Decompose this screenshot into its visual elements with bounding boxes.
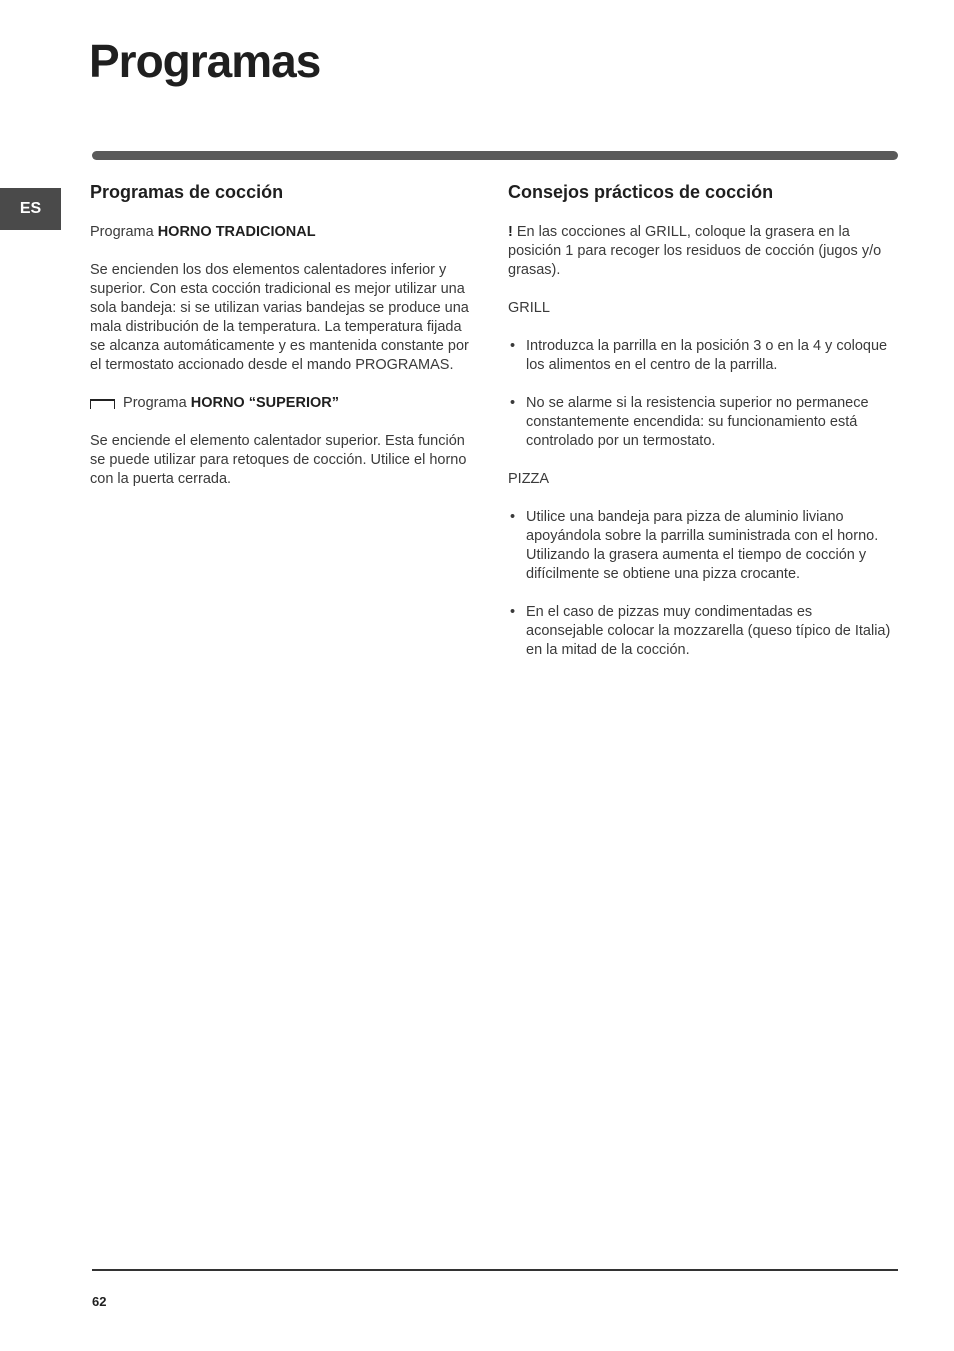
left-column	[90, 180, 475, 508]
right-column	[508, 180, 893, 679]
warning-note	[508, 223, 893, 280]
program-name: HORNO TRADICIONAL	[157, 224, 316, 240]
program-label: Programa	[90, 224, 154, 240]
page-number: 62	[92, 1294, 107, 1309]
section-heading-programs: Programas de cocción	[90, 182, 284, 202]
grill-tips-list	[508, 337, 893, 375]
pizza-tips-list	[508, 603, 893, 660]
warning-mark: !	[508, 224, 513, 240]
list-item: • No se alarme si la resistencia superior no permanece constantemente encendida: su funcionamiento está controlado por un termostato.	[508, 394, 893, 451]
list-item-text: Utilice una bandeja para pizza de aluminio liviano apoyándola sobre la parrilla suministrada con el horno.	[526, 509, 879, 544]
list-item	[508, 508, 893, 584]
program-upper-description: Se enciende el elemento calentador superior. Esta función se puede utilizar para retoques de cocción. Utilice el horno con la puerta cerrada.	[90, 433, 467, 487]
list-item: • En el caso de pizzas muy condimentadas es aconsejable colocar la mozzarella (queso típico de Italia) en la mitad de la cocción.	[508, 603, 893, 660]
grill-label: GRILL	[508, 300, 550, 316]
program-name: HORNO “SUPERIOR”	[190, 395, 339, 411]
section-heading-tips: Consejos prácticos de cocción	[508, 182, 774, 202]
program-label: Programa	[123, 395, 187, 411]
language-tab: ES	[0, 188, 61, 230]
program-traditional	[90, 223, 475, 242]
page-title: Programas	[89, 35, 321, 87]
list-item-text: Utilizando la grasera aumenta el tiempo de cocción y difícilmente se obtiene una pizza crocante.	[526, 547, 867, 582]
upper-heating-element-icon	[90, 398, 115, 409]
list-item: • Introduzca la parrilla en la posición 3 o en la 4 y coloque los alimentos en el centro de la parrilla.	[508, 337, 893, 375]
grill-tips-list	[508, 394, 893, 451]
pizza-tips-list	[508, 508, 893, 584]
program-upper	[90, 394, 475, 413]
footer-divider	[92, 1269, 898, 1271]
header-divider	[92, 151, 898, 160]
warning-text: En las cocciones al GRILL, coloque la grasera en la posición 1 para recoger los residuos de cocción (jugos y/o grasas).	[508, 224, 882, 278]
program-traditional-description: Se encienden los dos elementos calentadores inferior y superior. Con esta cocción tradicional es mejor utilizar una sola bandeja: si se utilizan varias bandejas se produce una mala distribución de la temperatura. La temperatura fijada se alcanza automáticamente y es mantenida constante por el termostato accionado desde el mando PROGRAMAS.	[90, 262, 469, 373]
pizza-label: PIZZA	[508, 471, 550, 487]
